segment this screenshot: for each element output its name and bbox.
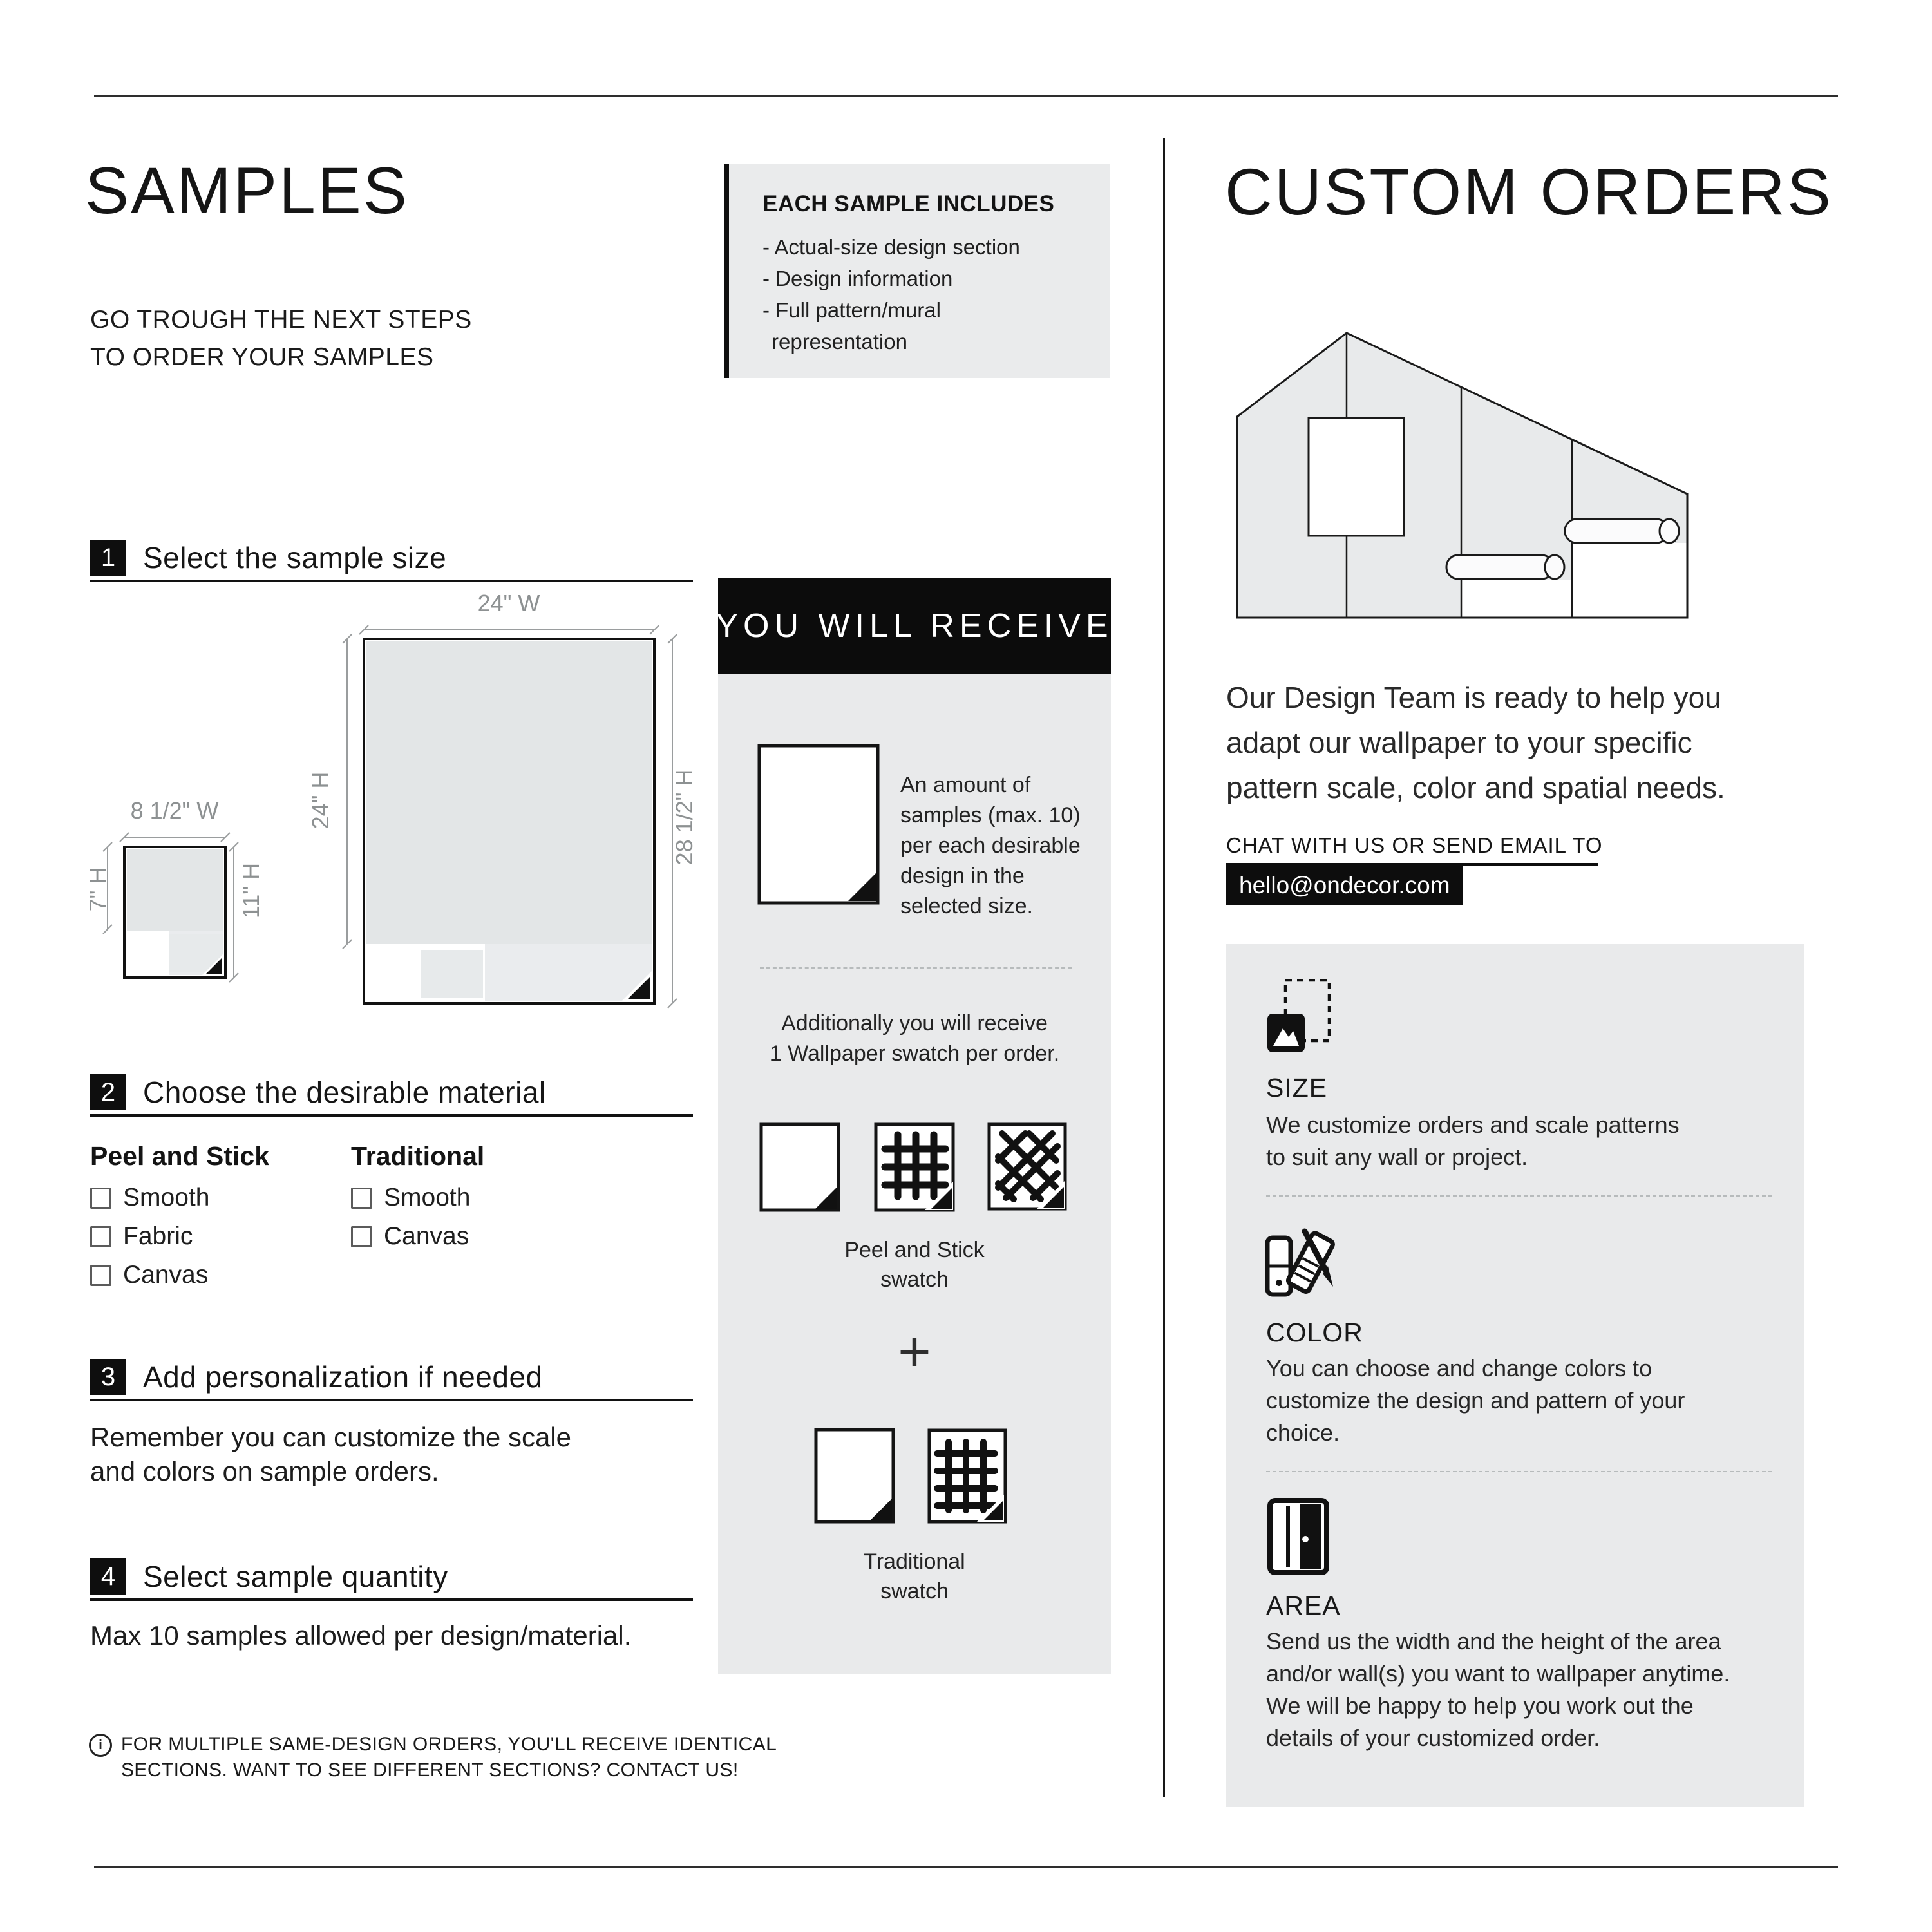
swatch-plain-icon [759, 1122, 841, 1213]
step-3-underline [90, 1399, 693, 1401]
dim-small-height-left-label: 7" H [84, 867, 111, 912]
option-label: Smooth [123, 1184, 210, 1211]
swatch-crosshatch-icon [987, 1122, 1068, 1211]
option-trad-smooth[interactable] [351, 1184, 470, 1212]
amount-line1: An amount of [900, 773, 1031, 797]
swatch-grid-traditional-icon [927, 1428, 1008, 1524]
step-2-title: Choose the desirable material [143, 1075, 546, 1109]
step-3-header [90, 1359, 543, 1395]
top-rule [94, 95, 1838, 97]
plus-sign: + [898, 1320, 931, 1383]
sample-page-icon [757, 744, 880, 905]
footnote-line2: SECTIONS. WANT TO SEE DIFFERENT SECTIONS? CONTACT US! [121, 1759, 739, 1781]
footnote-line1: FOR MULTIPLE SAME-DESIGN ORDERS, YOU'LL RECEIVE IDENTICAL [121, 1734, 777, 1755]
color-heading: COLOR [1266, 1318, 1363, 1347]
option-label: Smooth [384, 1184, 471, 1211]
you-will-receive-banner [715, 578, 1113, 674]
color-line3: choice. [1266, 1419, 1340, 1446]
size-heading: SIZE [1266, 1073, 1328, 1103]
traditional-swatch-label1: Traditional [864, 1549, 965, 1574]
area-line1: Send us the width and the height of the area [1266, 1628, 1721, 1654]
checkbox-peel-canvas[interactable] [90, 1265, 111, 1286]
additional-line2: 1 Wallpaper swatch per order. [769, 1041, 1060, 1066]
option-peel-fabric[interactable] [90, 1222, 193, 1251]
option-label: Fabric [123, 1222, 193, 1250]
includes-title: EACH SAMPLE INCLUDES [762, 191, 1055, 216]
step-3-title: Add personalization if needed [143, 1360, 543, 1394]
size-line1: We customize orders and scale patterns [1266, 1112, 1680, 1138]
email-link[interactable]: hello@ondecor.com [1226, 866, 1463, 905]
amount-line3: per each desirable [900, 833, 1081, 858]
material-traditional-title: Traditional [351, 1141, 485, 1171]
each-sample-includes-box [724, 164, 1110, 378]
bottom-rule [94, 1866, 1838, 1868]
step-4-note: Max 10 samples allowed per design/material. [90, 1620, 632, 1651]
samples-title: SAMPLES [85, 154, 409, 227]
checkbox-peel-fabric[interactable] [90, 1226, 111, 1247]
includes-item: - Full pattern/mural [762, 298, 941, 322]
samples-intro-line2: TO ORDER YOUR SAMPLES [90, 343, 434, 371]
dim-large-height-left-label: 24" H [307, 772, 334, 829]
panel-divider-2 [1266, 1471, 1772, 1472]
custom-intro-line2: adapt our wallpaper to your specific [1226, 726, 1692, 759]
material-peel-title: Peel and Stick [90, 1141, 270, 1171]
traditional-swatch-label2: swatch [880, 1579, 949, 1604]
checkbox-peel-smooth[interactable] [90, 1188, 111, 1209]
swatch-plain-traditional-icon [813, 1427, 896, 1524]
step-4-underline [90, 1598, 693, 1601]
peel-swatch-label1: Peel and Stick [844, 1238, 985, 1262]
info-icon: i [89, 1734, 112, 1757]
samples-intro-line1: GO TROUGH THE NEXT STEPS [90, 306, 472, 334]
option-peel-canvas[interactable] [90, 1261, 208, 1289]
amount-line2: samples (max. 10) [900, 803, 1081, 828]
includes-item: - Actual-size design section [762, 235, 1020, 259]
custom-intro-line3: pattern scale, color and spatial needs. [1226, 771, 1725, 804]
option-peel-smooth[interactable] [90, 1184, 209, 1212]
checkbox-trad-smooth[interactable] [351, 1188, 372, 1209]
option-label: Canvas [123, 1261, 209, 1289]
custom-intro-line1: Our Design Team is ready to help you [1226, 681, 1721, 714]
amount-line5: selected size. [900, 894, 1033, 918]
amount-line4: design in the [900, 864, 1025, 888]
step-4-title: Select sample quantity [143, 1560, 448, 1593]
area-line2: and/or wall(s) you want to wallpaper anytime. [1266, 1660, 1730, 1687]
dim-large-width-label: 24" W [477, 590, 540, 616]
step-2-badge: 2 [90, 1074, 126, 1110]
color-icon [1265, 1225, 1337, 1298]
dim-small-width-label: 8 1/2" W [130, 797, 219, 824]
column-divider [1163, 138, 1165, 1797]
step-3-note-line2: and colors on sample orders. [90, 1456, 439, 1486]
includes-item: - Design information [762, 267, 953, 290]
dim-large-height-right-label: 28 1/2" H [671, 769, 697, 866]
step-1-badge: 1 [90, 540, 126, 576]
option-trad-canvas[interactable] [351, 1222, 469, 1251]
area-heading: AREA [1266, 1591, 1341, 1620]
area-line3: We will be happy to help you work out the [1266, 1692, 1694, 1719]
step-1-title: Select the sample size [143, 541, 447, 574]
wallpaper-wall-illustration [1235, 328, 1694, 620]
additional-line1: Additionally you will receive [781, 1011, 1048, 1036]
peel-swatch-label2: swatch [880, 1267, 949, 1292]
step-3-note-line1: Remember you can customize the scale [90, 1422, 571, 1452]
option-label: Canvas [384, 1222, 469, 1250]
receive-divider [760, 967, 1072, 969]
swatch-grid-icon [873, 1122, 956, 1213]
step-4-badge: 4 [90, 1558, 126, 1595]
panel-divider-1 [1266, 1195, 1772, 1197]
banner-text: YOU WILL RECEIVE [715, 607, 1113, 645]
size-line2: to suit any wall or project. [1266, 1144, 1528, 1170]
step-1-underline [90, 580, 693, 582]
step-2-underline [90, 1114, 693, 1117]
area-line4: details of your customized order. [1266, 1725, 1600, 1751]
step-1-header [90, 540, 446, 576]
custom-orders-title: CUSTOM ORDERS [1225, 155, 1833, 229]
size-icon [1267, 979, 1332, 1052]
step-2-header [90, 1074, 546, 1110]
checkbox-trad-canvas[interactable] [351, 1226, 372, 1247]
area-icon [1267, 1498, 1329, 1575]
dim-small-height-right-label: 11" H [238, 862, 264, 919]
step-3-badge: 3 [90, 1359, 126, 1395]
step-4-header [90, 1558, 448, 1595]
color-line2: customize the design and pattern of your [1266, 1387, 1685, 1414]
chat-label: CHAT WITH US OR SEND EMAIL TO [1226, 833, 1603, 857]
includes-item-continuation: representation [772, 330, 907, 354]
color-line1: You can choose and change colors to [1266, 1355, 1653, 1381]
